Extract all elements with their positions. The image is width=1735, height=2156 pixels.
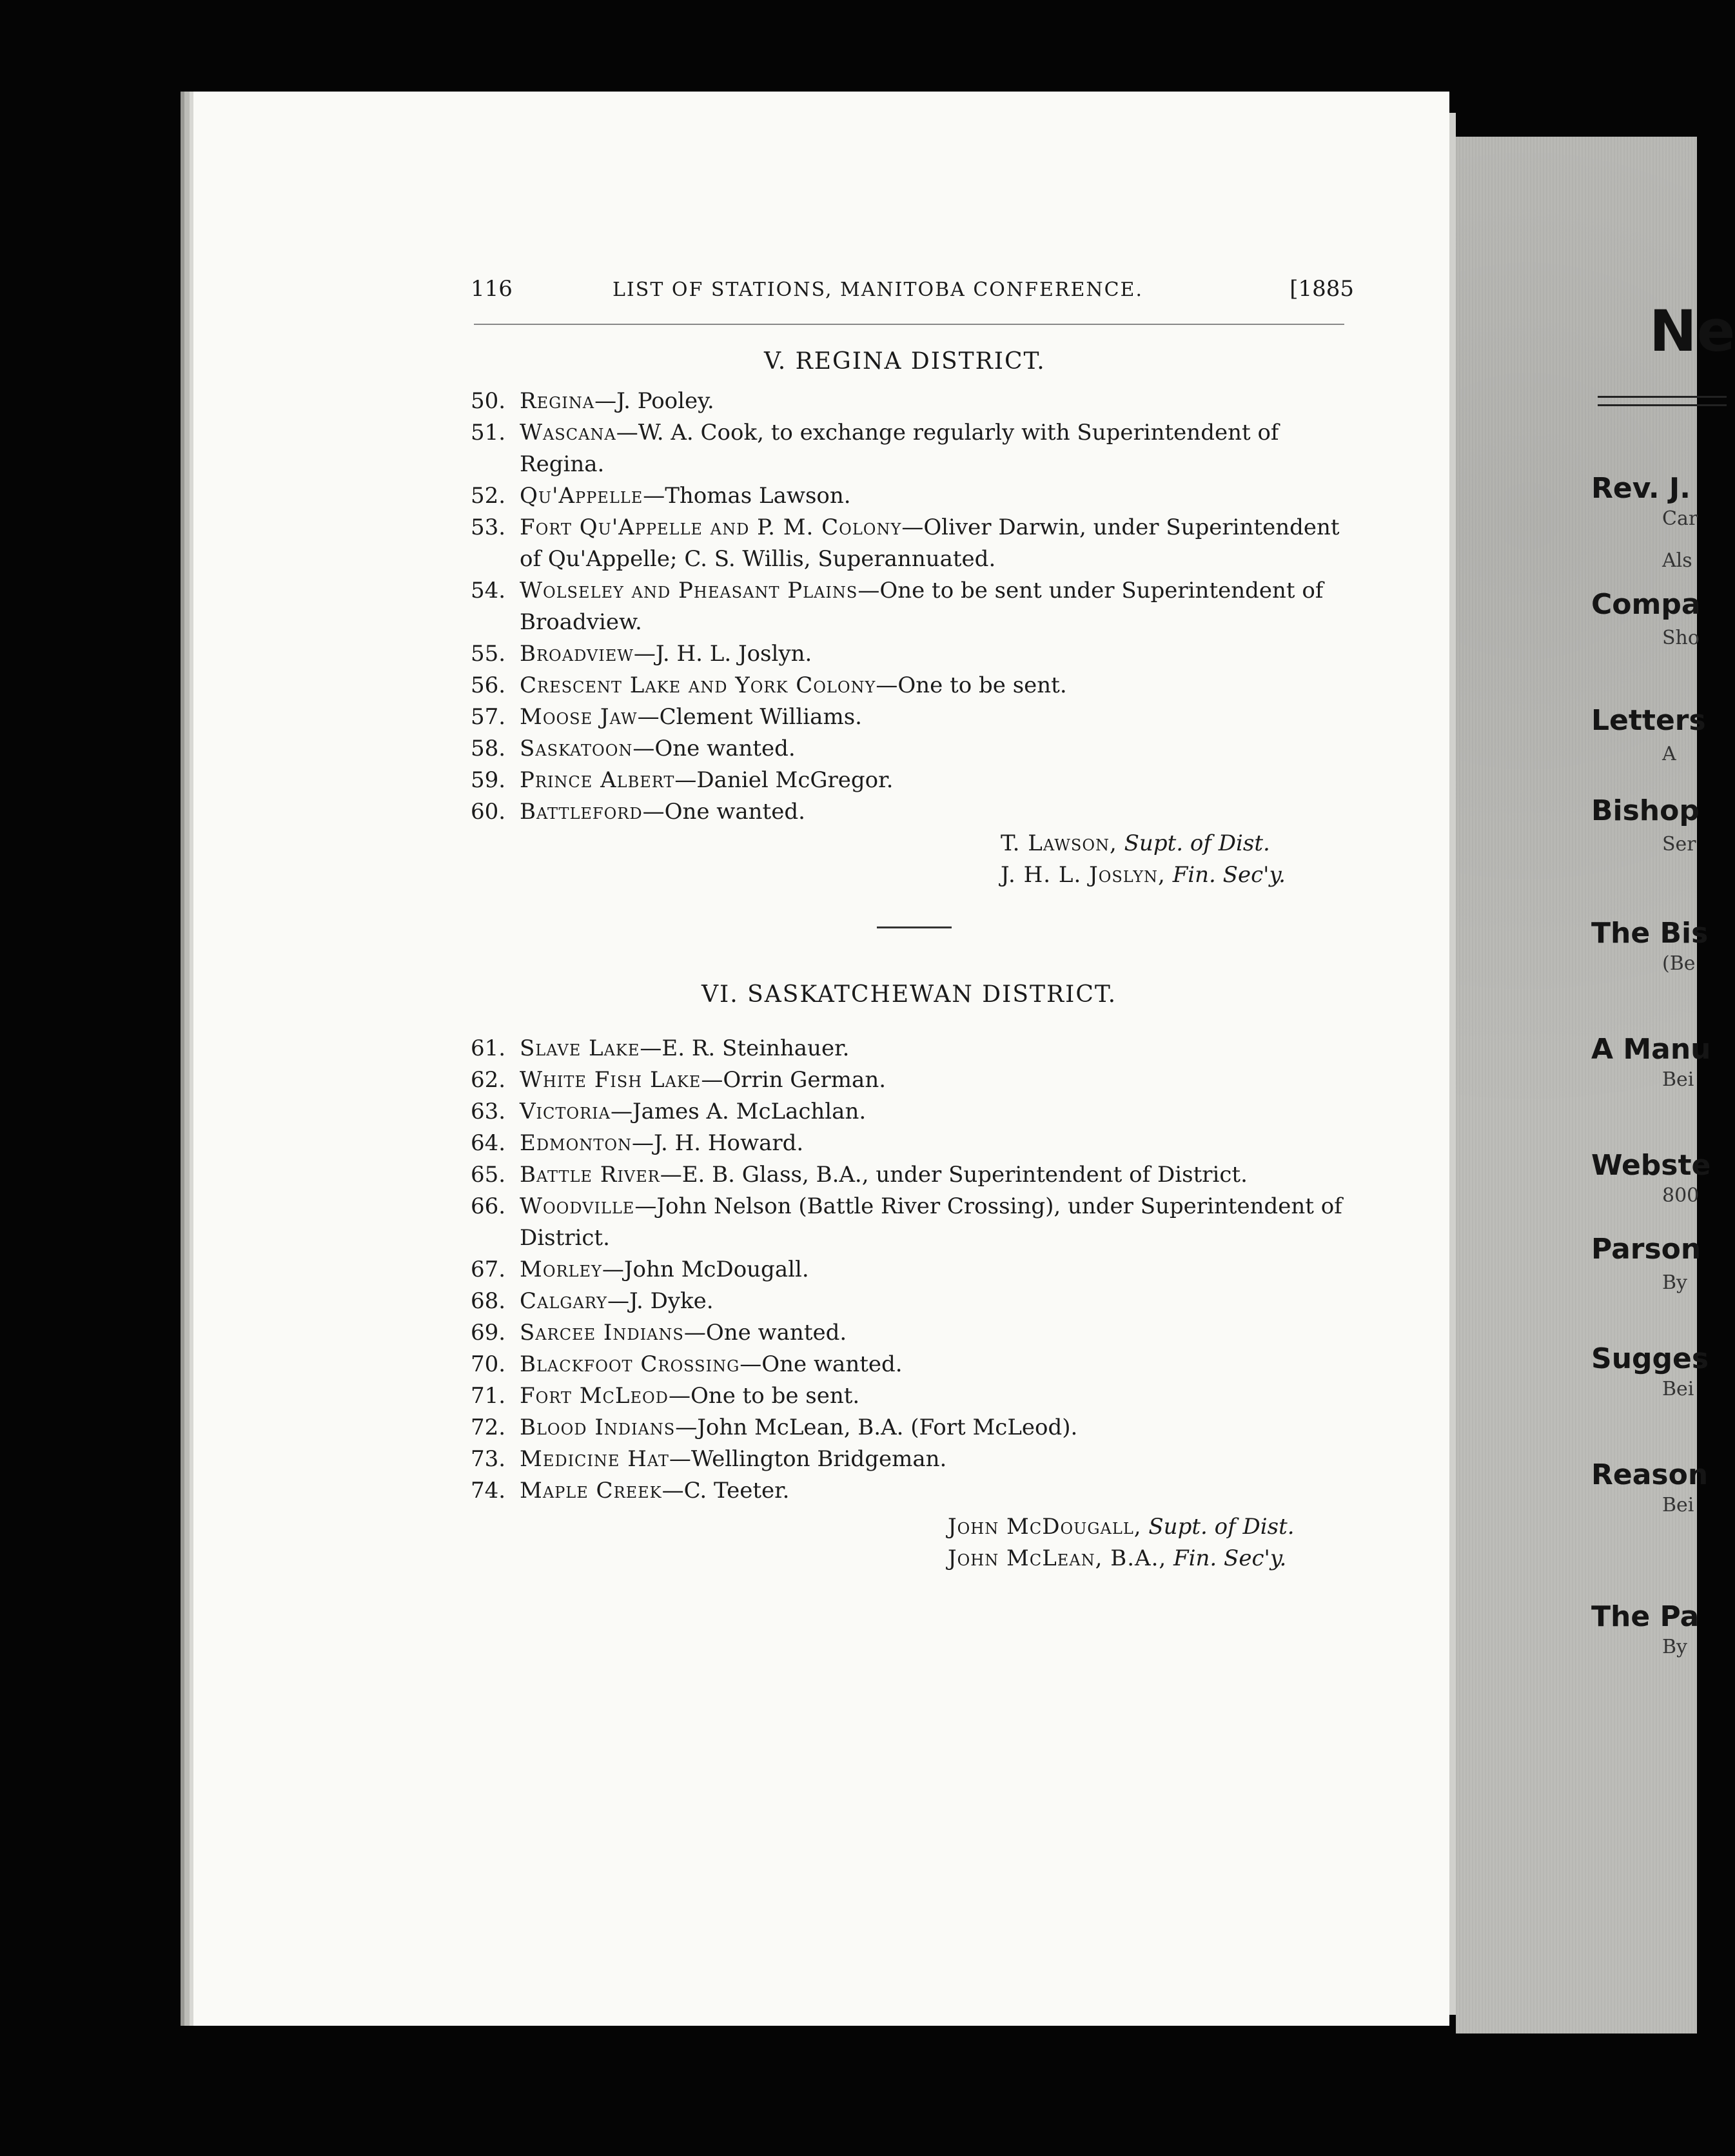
station-place: Prince Albert: [520, 767, 675, 793]
station-entry: [471, 796, 1354, 828]
station-number: 68.: [471, 1288, 506, 1314]
signature-name: T. Lawson,: [1001, 830, 1117, 856]
regina-entries: [471, 386, 1354, 828]
running-title: LIST OF STATIONS, MANITOBA CONFERENCE.: [613, 279, 1143, 301]
station-place: Fort McLeod: [520, 1383, 669, 1409]
station-entry: [471, 1159, 1354, 1191]
station-place: Edmonton: [520, 1130, 632, 1156]
station-place: Fort Qu'Appelle and P. M. Colony: [520, 514, 902, 540]
station-assignment: —J. Dyke.: [607, 1288, 714, 1314]
station-assignment: —One wanted.: [740, 1351, 903, 1377]
station-entry: [471, 1475, 1354, 1507]
station-number: 51.: [471, 420, 506, 446]
station-place: Wolseley and Pheasant Plains: [520, 578, 858, 603]
station-place: Maple Creek: [520, 1478, 662, 1504]
station-entry: [471, 386, 1354, 417]
station-assignment: —One wanted.: [632, 736, 796, 761]
station-assignment: —Wellington Bridgeman.: [669, 1446, 947, 1472]
station-place: Medicine Hat: [520, 1446, 669, 1472]
station-place: Saskatoon: [520, 736, 633, 761]
station-place: Morley: [520, 1257, 602, 1282]
station-place: Blood Indians: [520, 1415, 676, 1440]
station-number: 72.: [471, 1415, 506, 1440]
station-place: Calgary: [520, 1288, 607, 1314]
station-assignment: —Orrin German.: [701, 1067, 887, 1093]
station-assignment: —One wanted.: [683, 1320, 847, 1346]
station-entry: [471, 575, 1354, 638]
station-entry: [471, 1380, 1354, 1412]
station-number: 63.: [471, 1099, 506, 1124]
station-place: Battle River: [520, 1162, 660, 1188]
station-number: 64.: [471, 1130, 506, 1156]
station-assignment: —John McDougall.: [602, 1257, 809, 1282]
station-number: 73.: [471, 1446, 506, 1472]
facing-item-title: A Manu: [1591, 1033, 1711, 1066]
station-entry: [471, 1191, 1354, 1254]
station-number: 70.: [471, 1351, 506, 1377]
station-assignment: —One wanted.: [642, 799, 805, 825]
signature-title: Fin. Sec'y.: [1173, 1545, 1287, 1571]
station-entry: [471, 1412, 1354, 1444]
year: [1885: [1289, 276, 1354, 302]
station-entry: [471, 765, 1354, 796]
facing-item-subtitle: A: [1662, 743, 1676, 765]
station-entry: [471, 1444, 1354, 1475]
station-entry: [471, 1349, 1354, 1380]
station-assignment: —J. H. Howard.: [632, 1130, 804, 1156]
station-entry: [471, 1254, 1354, 1286]
station-place: Slave Lake: [520, 1035, 640, 1061]
station-number: 60.: [471, 799, 506, 825]
header-rule: [474, 324, 1344, 325]
facing-item-subtitle: By: [1662, 1271, 1687, 1294]
station-entry: [471, 638, 1354, 670]
station-entry: [471, 1096, 1354, 1128]
facing-item-title: Parson: [1591, 1233, 1701, 1266]
signature-title: Supt. of Dist.: [1148, 1514, 1295, 1540]
page-fold: [1449, 113, 1456, 2015]
station-number: 56.: [471, 672, 506, 698]
station-entry: [471, 1064, 1354, 1096]
facing-item-title: Letters: [1591, 704, 1706, 737]
station-number: 54.: [471, 578, 506, 603]
facing-item-subtitle: Bei: [1662, 1378, 1694, 1400]
station-number: 69.: [471, 1320, 506, 1346]
station-entry: [471, 1317, 1354, 1349]
station-entry: [471, 1033, 1354, 1064]
facing-item-subtitle: Bei: [1662, 1068, 1694, 1091]
facing-page-rule: [1598, 396, 1727, 406]
facing-item-subtitle: Car: [1662, 507, 1698, 530]
facing-item-title: Bishop: [1591, 794, 1700, 827]
station-assignment: —John McLean, B.A. (Fort McLeod).: [675, 1415, 1078, 1440]
facing-item-subtitle: Bei: [1662, 1494, 1694, 1516]
facing-item-title: Rev. J.: [1591, 472, 1691, 505]
station-number: 58.: [471, 736, 506, 761]
station-assignment: —E. B. Glass, B.A., under Superintendent of District.: [660, 1162, 1248, 1188]
station-assignment: —Thomas Lawson.: [643, 483, 851, 509]
station-number: 62.: [471, 1067, 506, 1093]
facing-item-subtitle: Ser: [1662, 833, 1696, 856]
station-assignment: —One to be sent.: [876, 672, 1067, 698]
saskatchewan-signature-1: [948, 1511, 1295, 1543]
station-assignment: —One to be sent under Superintendent of Broadview.: [520, 578, 1324, 635]
signature-name: John McDougall,: [948, 1514, 1142, 1540]
station-assignment: —John Nelson (Battle River Crossing), under Superintendent of District.: [520, 1193, 1342, 1251]
station-number: 74.: [471, 1478, 506, 1504]
station-place: Crescent Lake and York Colony: [520, 672, 876, 698]
station-entry: [471, 480, 1354, 512]
station-place: Regina: [520, 388, 595, 414]
facing-item-title: The Pa: [1591, 1600, 1700, 1633]
station-assignment: —James A. McLachlan.: [610, 1099, 867, 1124]
station-number: 65.: [471, 1162, 506, 1188]
signature-title: Fin. Sec'y.: [1172, 862, 1286, 888]
facing-item-title: Compa: [1591, 588, 1701, 621]
station-entry: [471, 1286, 1354, 1317]
facing-item-title: Reason: [1591, 1458, 1709, 1491]
signature-name: J. H. L. Joslyn,: [1001, 862, 1166, 888]
facing-item-title: The Bis: [1591, 917, 1709, 950]
station-entry: [471, 701, 1354, 733]
facing-page: [1456, 137, 1735, 2034]
regina-signature-2: [1001, 859, 1286, 891]
station-place: Wascana: [520, 420, 616, 446]
station-entry: [471, 1128, 1354, 1159]
section-separator: [877, 926, 952, 928]
facing-item-subtitle: Sho: [1662, 627, 1700, 649]
station-place: Battleford: [520, 799, 643, 825]
station-number: 52.: [471, 483, 506, 509]
station-assignment: —E. R. Steinhauer.: [640, 1035, 850, 1061]
station-place: Woodville: [520, 1193, 635, 1219]
station-place: Broadview: [520, 641, 634, 667]
station-number: 67.: [471, 1257, 506, 1282]
station-entry: [471, 417, 1354, 480]
station-assignment: —J. H. L. Joslyn.: [633, 641, 812, 667]
station-number: 57.: [471, 704, 506, 730]
station-number: 53.: [471, 514, 506, 540]
station-entry: [471, 512, 1354, 575]
station-assignment: —Clement Williams.: [637, 704, 862, 730]
station-number: 71.: [471, 1383, 506, 1409]
station-number: 50.: [471, 388, 506, 414]
facing-item-subtitle: By: [1662, 1636, 1687, 1658]
regina-district-heading: V. REGINA DISTRICT.: [764, 348, 1046, 375]
station-place: Moose Jaw: [520, 704, 638, 730]
station-place: Blackfoot Crossing: [520, 1351, 740, 1377]
station-assignment: —Daniel McGregor.: [674, 767, 894, 793]
station-number: 55.: [471, 641, 506, 667]
saskatchewan-signature-2: [948, 1543, 1286, 1574]
saskatchewan-district-heading: VI. SASKATCHEWAN DISTRICT.: [701, 981, 1117, 1008]
facing-item-subtitle: (Be: [1662, 952, 1696, 975]
station-assignment: —J. Pooley.: [594, 388, 714, 414]
station-number: 61.: [471, 1035, 506, 1061]
signature-title: Supt. of Dist.: [1124, 830, 1270, 856]
facing-page-heading: Ne: [1649, 298, 1735, 364]
page-number: 116: [471, 276, 513, 302]
facing-item-subtitle: 800: [1662, 1184, 1700, 1207]
station-number: 59.: [471, 767, 506, 793]
station-place: Sarcee Indians: [520, 1320, 684, 1346]
station-place: Victoria: [520, 1099, 611, 1124]
facing-item-title: Webste: [1591, 1149, 1711, 1182]
station-assignment: —One to be sent.: [668, 1383, 860, 1409]
facing-item-title: Sugges: [1591, 1342, 1709, 1375]
running-header: [471, 276, 1354, 315]
station-number: 66.: [471, 1193, 506, 1219]
station-entry: [471, 733, 1354, 765]
signature-name: John McLean, B.A.,: [948, 1545, 1167, 1571]
station-entry: [471, 670, 1354, 701]
station-assignment: —W. A. Cook, to exchange regularly with Superintendent of Regina.: [520, 420, 1279, 477]
station-assignment: —C. Teeter.: [662, 1478, 790, 1504]
saskatchewan-entries: [471, 1033, 1354, 1507]
regina-signature-1: [1001, 828, 1270, 859]
station-assignment: —Oliver Darwin, under Superintendent of Qu'Appelle; C. S. Willis, Superannuated.: [520, 514, 1340, 572]
station-place: White Fish Lake: [520, 1067, 701, 1093]
facing-item-subtitle: Als: [1662, 549, 1692, 572]
station-place: Qu'Appelle: [520, 483, 643, 509]
